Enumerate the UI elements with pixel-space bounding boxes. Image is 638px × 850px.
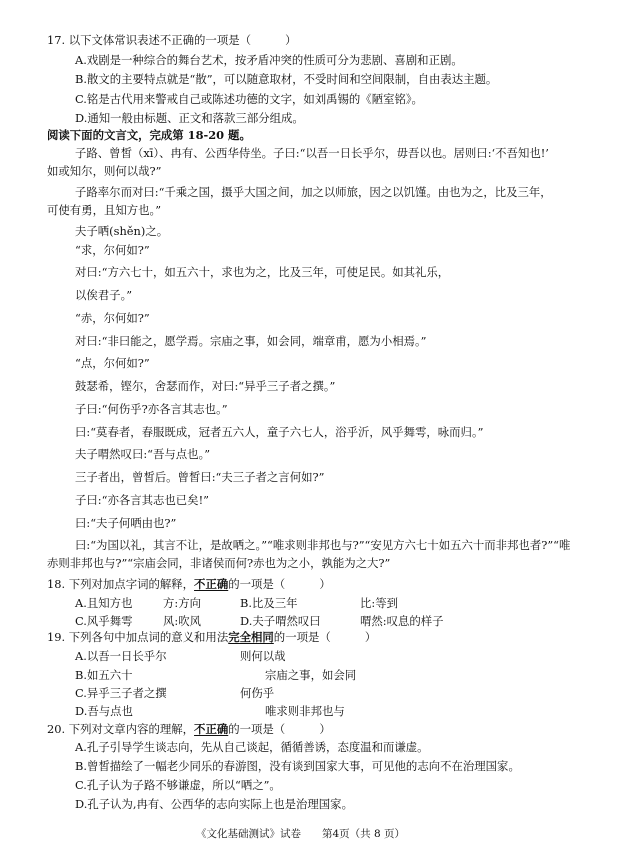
passage-line: 子路率尔而对曰:“千乘之国，摄乎大国之间，加之以师旅，因之以饥馑。由也为之，比及三年，: [75, 185, 552, 199]
passage-line: 赤则非邦也与?”“宗庙会同，非诸侯而何?赤也为之小，孰能为之大?”: [47, 556, 391, 570]
q20-stem: 20. 下列对文章内容的理解，不正确的一项是（ ）: [47, 722, 331, 736]
q17-option-c: C.铭是古代用来警戒自己或陈述功德的文字，如刘禹锡的《陋室铭》。: [75, 92, 423, 106]
page-footer: 《文化基础测试》试卷 第4页（共 8 页）: [196, 828, 406, 840]
q19-option-c-left: C.异乎三子者之撰: [75, 686, 167, 700]
q18-option-c-word: C.风乎舞雩: [75, 614, 133, 628]
q17-option-d: D.通知一般由标题、正文和落款三部分组成。: [75, 111, 304, 125]
q18-option-d-word: D.夫子喟然叹曰: [240, 614, 321, 628]
passage-line: 曰:“夫子何哂由也?”: [75, 516, 177, 530]
q19-option-d-right: 唯求则非邦也与: [265, 704, 345, 718]
q20-emphasis: 不正确: [194, 722, 229, 736]
q18-option-b-word: B.比及三年: [240, 596, 298, 610]
q19-option-a-right: 则何以哉: [240, 649, 286, 663]
passage-line: 子路、曾皙（xī）、冉有、公西华侍坐。子曰:“以吾一日长乎尔，毋吾以也。居则曰:‘不吾知也!’: [75, 146, 549, 160]
passage-line: 曰:“莫春者，春服既成，冠者五六人，童子六七人，浴乎沂，风乎舞雩，咏而归。”: [75, 425, 484, 439]
q19-option-b-left: B.如五六十: [75, 668, 133, 682]
passage-line: 曰:“为国以礼，其言不让，是故哂之。”“唯求则非邦也与?”“安见方六七十如五六十而非邦也者?”“唯: [75, 538, 571, 552]
passage-line: “点，尔何如?”: [75, 356, 150, 370]
q20-option-d: D.孔子认为,冉有、公西华的志向实际上也是治理国家。: [75, 797, 353, 811]
q17-option-a: A.戏剧是一种综合的舞台艺术，按矛盾冲突的性质可分为悲剧、喜剧和正剧。: [75, 53, 463, 67]
q19-option-d-left: D.吾与点也: [75, 704, 133, 718]
q20-option-b: B.曾皙描绘了一幅老少同乐的春游图，没有谈到国家大事，可见他的志向不在治理国家。: [75, 759, 520, 773]
passage-line: 鼓瑟希，铿尔，舍瑟而作，对曰:“异乎三子者之撰。”: [75, 379, 336, 393]
q18-option-d-gloss: 喟然:叹息的样子: [360, 614, 444, 628]
passage-line: 以俟君子。”: [75, 288, 133, 302]
passage-line: 对曰:“方六七十，如五六十，求也为之，比及三年，可使足民。如其礼乐，: [75, 265, 450, 279]
passage-line: 可使有勇，且知方也。”: [47, 203, 162, 217]
q18-option-a-word: A.且知方也: [75, 596, 133, 610]
q18-stem: 18. 下列对加点字词的解释，不正确的一项是（ ）: [47, 577, 331, 591]
q19-option-a-left: A.以吾一日长乎尔: [75, 649, 167, 663]
passage-line: 子曰:“亦各言其志也已矣!”: [75, 493, 209, 507]
passage-line: 夫子哂(shěn)之。: [75, 224, 169, 238]
q19-option-c-right: 何伤乎: [240, 686, 275, 700]
passage-line: 夫子喟然叹曰:“吾与点也。”: [75, 447, 211, 461]
passage-line: 对曰:“非曰能之，愿学焉。宗庙之事，如会同，端章甫，愿为小相焉。”: [75, 334, 427, 348]
q20-option-c: C.孔子认为子路不够谦虚，所以“哂之”。: [75, 778, 281, 792]
q18-option-c-gloss: 风:吹风: [163, 614, 202, 628]
passage-line: “赤，尔何如?”: [75, 311, 150, 325]
section-heading: 阅读下面的文言文，完成第 18-20 题。: [47, 128, 251, 142]
passage-line: 子曰:“何伤乎?亦各言其志也。”: [75, 402, 228, 416]
q20-option-a: A.孔子引导学生谈志向，先从自己谈起，循循善诱，态度温和而谦虚。: [75, 740, 429, 754]
passage-line: 三子者出，曾皙后。曾皙曰:“夫三子者之言何如?”: [75, 470, 325, 484]
q19-emphasis: 完全相同: [228, 630, 274, 644]
passage-line: “求，尔何如?”: [75, 243, 150, 257]
passage-line: 如或知尔，则何以哉?”: [47, 164, 162, 178]
q17-option-b: B.散文的主要特点就是“散”，可以随意取材，不受时间和空间限制，自由表达主题。: [75, 72, 498, 86]
q18-option-b-gloss: 比:等到: [360, 596, 399, 610]
q17-stem: 17. 以下文体常识表述不正确的一项是（ ）: [47, 33, 297, 47]
q18-emphasis: 不正确: [194, 577, 229, 591]
q18-option-a-gloss: 方:方向: [163, 596, 202, 610]
q19-stem: 19. 下列各句中加点词的意义和用法完全相同的一项是（ ）: [47, 630, 377, 644]
q19-option-b-right: 宗庙之事，如会同: [265, 668, 357, 682]
